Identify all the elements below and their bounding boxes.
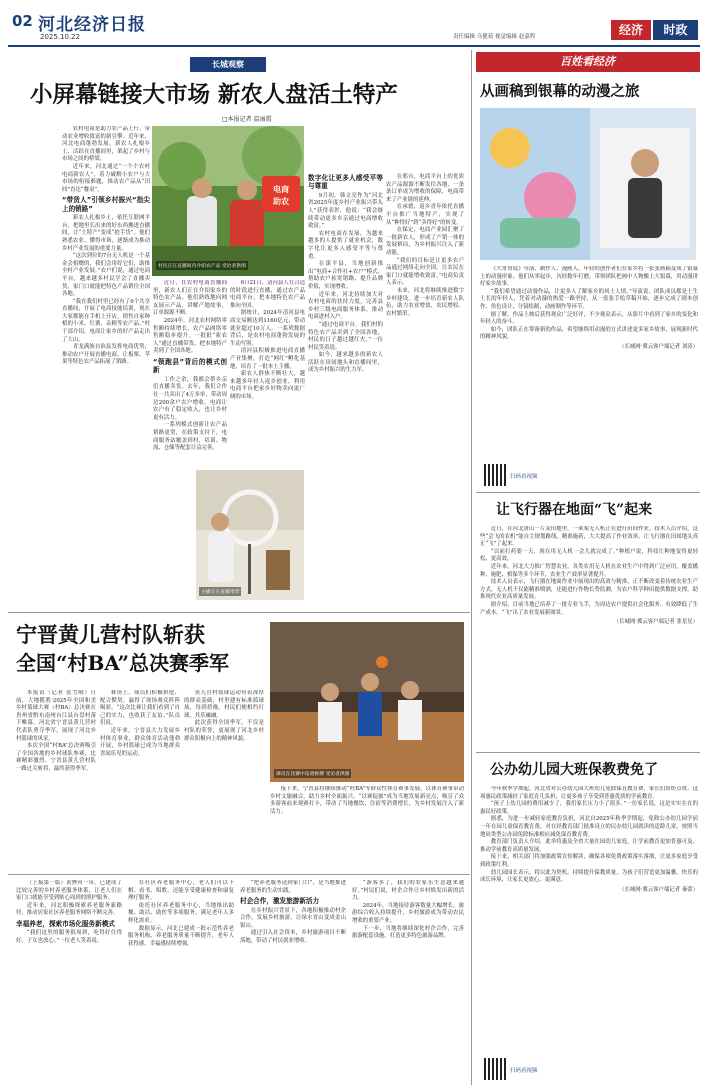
lower-text-col3: “把养老服务送到家门口”，是当地推进养老服务的生动实践。 村企合作，激发旅游新活力 在乡村振兴背景下，各地积极推动村企合作，发展乡村旅游，让绿水青山变成金山银山。 通过引入社会资本，乡村旅游项目不断落地，带动了村民就业增收。 — [240, 880, 346, 944]
article3-body: 今年秋季学期起，河北省对公办幼儿园大班幼儿免除保育教育费，家长们纷纷点赞。这项惠民政策减轻了家庭育儿负担，让更多孩子享受到普惠优质的学前教育。 “孩子上幼儿园的费用减少了，我们家长压力小了很多。”一位家长说，这是实实在在的惠民好政策。 据悉，为进一步减轻家庭教育负担，河北自2025年秋季学期起，免除公办幼儿园学前一年在园儿童保育教育费，对在经教育部门批准设立的民办幼儿园就读的适龄儿童，按照当地同类型公办园免除标准相应减免保育教育费。 教育部门负责人介绍，此举将惠及全省大量在园幼儿家庭，让学前教育更加普惠可及，推动学前教育高质量发展。 接下来，相关部门将加强政策宣传解读，确保各项免费政策落实落细，让更多家庭享受到政策红利。 幼儿园园长表示，将以此为契机，持续提升保教质量，为孩子们营造更加温馨、快乐的成长环境，让家长更放心、更满意。 （长城网·冀云客户端记者 秦蕾） — [480, 786, 698, 893]
photo-caption: 村民正在直播间内介绍农产品 受访者供图 — [156, 261, 248, 270]
article1-qr-code[interactable] — [484, 464, 506, 486]
lower-subhead-2: 村企合作，激发旅游新活力 — [240, 897, 320, 906]
issue-date: 2025.10.22 — [40, 33, 81, 41]
bottom-headline-1: 宁晋黄儿营村队斩获 — [16, 622, 205, 647]
right-divider-1 — [476, 492, 700, 493]
lower-text-col2: 在社区养老服务中心，老人们可以下棋、看书、唱歌，还能享受健康检查和康复理疗服务。 依托社区养老服务中心，当地推出助餐、助洁、助医等多项服务，满足老年人多样化需求。 数据显示，河北已建成一批示范性养老服务机构，养老服务质量不断提升，老年人获得感、幸福感持续增强。 — [128, 880, 234, 947]
right-divider-2 — [476, 752, 700, 753]
column-tag: 长城观察 — [190, 57, 266, 72]
animation-photo — [480, 108, 696, 260]
basketball-photo-illustration — [270, 622, 464, 782]
article-text-col1: 农村电商是助力农产品上行、带动农业增收致富的新引擎。近年来，河北电商蓬勃发展，新农人扎根乡土、活跃在直播间里，架起了乡村与市场之间的桥梁。 近年来，河北通过“一个个农村电商新农人”，着力破解小农户与大市场的衔接难题，推动农产品从“田间”直达“餐桌”。 “带货人”引领乡村振兴“指尖上的销路” 新农人扎根乡土，依托互联网平台，把地里长出来的好东西搬进直播间，让“土特产”变成“抢手货”。他们熟悉农业、懂得市场，逐渐成为推动乡村产业发展的重要力量。 “这次到位的7台无人机是一个基金会捐赠的，我们会用好它们，助推全村产业发展。”农户们说，通过电商平台，越来越多村民学会了直播卖货，家门口就能把特色产品销往全国各地。 “我在我们村里已经有了6个共享直播间，开展了电商技能培训，现在大家都能在手机上开店，销售自家种植的小米、红薯、杂粮等农产品。”村干部介绍，电商让家乡的好产品走出了大山。 青龙满族自治县发挥电商优势，推动农户开展直播电商，让板栗、苹果等特色农产品拓展了销路。 — [62, 126, 150, 366]
streamer-photo — [196, 470, 304, 600]
article1-credit: （长城网·冀云客户端记者 刘涛） — [619, 343, 698, 350]
article-text-col3: 6月21日，清河县人在合适的时段进行直播，通过农产品电商平台，把本地特色农产品推向全国。 据统计，2024年清河县电商交易额达到1160亿元，带动就业超过10万人。一系列数据背后，是农村电商蓬勃发展的生动写照。 清河县积极推进电商直播产业集聚，打造“网红”孵化基地，培育了一批本土主播。 新农人群体不断壮大，越来越多年轻人返乡创业，利用电商平台把家乡好物卖向更广阔的市场。 — [230, 280, 305, 400]
article2-title: 让飞行器在地面“飞”起来 — [496, 502, 653, 518]
section-tag-politics: 时政 — [653, 20, 698, 40]
section-divider — [8, 612, 470, 613]
article-text-col2: 近日，在农村电商直播间里，新农人们正在介绍家乡的特色农产品。他们熟练地向网友展示产品，讲解产地故事，订单源源不断。 2024年，河北农村网络零售额持续增长，农产品网络零售额稳步提升。一批批“新农人”通过直播带货，把本地特产卖到了全国各地。 “领跑县”背后的模式创新 工作之余，我都会帮乡亲们直播卖货。去年，我们合作社一共卖出了4万多单，带动周边200余户农户增收。电商让农户有了稳定收入，也让乡村更有活力。 一系列模式创新让农产品销路更宽，在政策支持下，电商服务站覆盖到村，培训、物流、仓储等配套日益完善。 — [153, 280, 227, 452]
svg-text:电商: 电商 — [273, 185, 289, 194]
bottom-text-col3: 黄儿营村篮球运动有着深厚的群众基础，村里建有标准篮球场，每到傍晚，村民们便相约打球，其乐融融。 此次获得全国季军，不仅是村队的荣誉，更展现了河北乡村群众积极向上的精神风貌。 — [184, 690, 264, 742]
lower-text-col4: “游客多了，我们的农家乐生意越来越好。”村民们说，村企合作让乡村焕发出新的活力。 2024年，当地接待游客数量大幅增长，旅游综合收入持续提升，乡村旅游成为带动农民增收的重要产业。 下一步，当地将继续深化村企合作，完善旅游配套设施，打造更多特色旅游品牌。 — [352, 880, 464, 940]
svg-text:助农: 助农 — [273, 197, 289, 206]
bottom-text-col2: 赛场上，球员们积极拼抢、配合默契，赢得了现场观众阵阵喝彩。“这次比赛让我们看到了自己的实力，也收获了友谊。”队员们说。 近年来，宁晋县大力发展乡村体育事业，群众体育活动蓬勃开展，乡村篮球已成为当地群众喜闻乐见的运动。 — [100, 690, 180, 757]
animation-photo-illustration — [480, 108, 696, 260]
livestream-photo-illustration — [152, 126, 304, 276]
bottom-headline-2: 全国“村BA”总决赛季军 — [16, 651, 230, 675]
paper-name-logo: 河北经济日报 — [38, 15, 146, 35]
photo2-caption: 主播正在直播带货 — [199, 587, 241, 596]
page-header — [8, 6, 700, 46]
header-rule — [8, 45, 700, 47]
lower-subhead-1: 幸福养老，探索市场化服务新模式 — [16, 919, 115, 928]
bottom-text-col4: 接下来，宁晋县将继续推动“村BA”等群众性体育赛事发展，以体育赛事带动乡村文旅融合，助力乡村全面振兴。“以赛促旅”成为当地发展新亮点，吸引了众多游客前来观赛打卡，带动了当地餐饮、住宿等消费增长，为乡村发展注入了新活力。 — [270, 786, 464, 815]
main-headline: 小屏幕链接大市场 新农人盘活土特产 — [30, 82, 398, 108]
section-tag-economy: 经济 — [611, 20, 651, 40]
article1-video-link[interactable]: 扫码看视频 — [510, 474, 538, 480]
article-text-col5: 在邢台，电商平台上的优质农产品源源不断发往各地，一条条订单成为增收的保障，电商带来了产业链的延伸。 在承德，返乡青年依托直播平台推广当地特产，实现了从“种得好”到“卖得好”的转变。 在保定，电商产业园汇聚了一批新农人，形成了产销一体的发展格局，为乡村振兴注入了新动能。 “我们的目标是让更多农产品通过网络走向全国，让农民在家门口就能增收致富。”电商负责人表示。 未来，河北将继续推进数字乡村建设，进一步培育新农人队伍，助力农业增效、农民增收、农村繁荣。 — [386, 174, 464, 317]
article2-credit: （长城网·冀云客户端记者 张星星） — [613, 619, 698, 626]
basketball-photo — [270, 622, 464, 782]
livestream-photo — [152, 126, 304, 276]
bottom-text-col1: 本报讯（记者 张雪晴）日前，大地揽胜·2025年全国和美乡村篮球大赛（村BA）总决赛在贵州省黔东南州台江县台盘村落下帷幕。河北省宁晋县黄儿营村代表队勇夺季军，展现了河北乡村篮球的风采。 本次全国“村BA”总决赛吸引了全国各地的乡村球队参赛，比赛精彩激烈。宁晋县黄儿营村队一路过关斩将，最终获得季军。 — [16, 690, 96, 772]
article2-body: 近日，在河北唐山一片麦田地里，一架架无人机正在进行田间作业。技术人员介绍，这些“会飞的农机”能自主规划路线，精准施药，大大提高了作业效率，让飞行器在田间地头真正“飞”了起来。 “以前打药要一天，现在用无人机一会儿就完成了。”种植户说，科技让种地变得更轻松、更高效。 近年来，河北大力推广智慧农业，各类农用无人机在农业生产中得到广泛应用，覆盖播种、施肥、植保等多个环节，农业生产效率显著提升。 技术人员表示，飞行器在地面作业中展现出的高效与精准，正不断改变着传统农业生产方式。无人机不仅能精准喷洒，还能进行作物长势监测，为农户科学种田提供数据支撑，助推现代农业高质量发展。 据介绍，目前当地已培养了一批专业飞手，为周边农户提供社会化服务，有效降低了生产成本，“飞”出了农业发展新图景。 （长城网·冀云客户端记者 张星星） — [480, 526, 698, 626]
subhead-2: “领跑县”背后的模式创新 — [153, 357, 227, 375]
article-text-col4: 数字化让更多人感受平等与尊重 9月初，韩文亮作为“河北省2025年度乡村产业振兴带头人”获得表彰，他说：“我会继续带动更多乡亲通过电商增收致富。” 农村电商在发展，为越来越多的人提供了就业机会，数字化让更多人感受平等与尊重。 在滦平县，当地创新推出“电商+合作社+农户”模式，帮助农户拓宽销路、提升品牌价值，实现增收。 近年来，河北持续加大对农村电商的扶持力度，完善县乡村三级电商服务体系，推动电商进村入户。 “通过电商平台，我们村的特色农产品卖到了全国各地，村民的日子越过越红火。”一位村民笑着说。 如今，越来越多的新农人活跃在田间地头和直播间里，成为乡村振兴的生力军。 — [308, 174, 383, 374]
article3-video-link[interactable]: 扫码看视频 — [510, 1068, 538, 1074]
page-number: 02 — [12, 12, 33, 30]
editor-credits: 责任编辑 乌健茹 视觉编辑 赵嘉程 — [453, 34, 536, 40]
article1-body: 《大哥哥说》导演、制作人、漫画人，年轻的创作者们在家乡将一张张画稿变成了银幕上的动漫形象。他们从零起步，历经数年打磨，带领团队把画中人物搬上大银幕，用动漫讲好家乡故事。 “我们希望通过动漫作品，让更多人了解家乡的风土人情。”导演说，团队成员都是土生土长的年轻人，凭着对动漫的热爱一路坚持，从一张张手绘草稿开始，逐步完成了剧本创作、角色设计、分镜绘制、动画制作等环节。 据了解，作品上映后获得观众广泛好评，不少观众表示，从影片中看到了家乡的变化和年轻人的奋斗。 如今，团队正在筹备新的作品，希望继续用动漫的方式讲述更多家乡故事，展现新时代的精神风貌。 （长城网·冀云客户端记者 刘涛） — [480, 266, 698, 350]
streamer-photo-illustration — [196, 470, 304, 600]
subhead-1: “带货人”引领乡村振兴“指尖上的销路” — [62, 196, 150, 213]
vertical-divider — [471, 50, 472, 1085]
bottom-divider — [8, 874, 470, 875]
right-banner-label: 百姓看经济 — [560, 55, 615, 68]
article3-title: 公办幼儿园大班保教费免了 — [490, 762, 658, 778]
basketball-photo-caption: 球员在比赛中奋勇拼搏 受访者供图 — [274, 769, 351, 778]
subhead-3: 数字化让更多人感受平等与尊重 — [308, 174, 383, 191]
article3-qr-code[interactable] — [484, 1058, 506, 1080]
article1-title: 从画稿到银幕的动漫之旅 — [480, 83, 640, 100]
lower-text-col1: （上接第一版）黄骅河一带，已建成了比较完善的乡村养老服务体系，让老人们在家门口就能享受到贴心周到的照护服务。 近年来，河北积极探索养老服务新路径，推动居家社区养老服务网络不断完善。 幸福养老，探索市场化服务新模式 “我们这里的服务很周到，吃得好住得好，子女也放心。”一位老人笑着说。 — [16, 880, 122, 944]
byline: □本报记者 温丽霞 — [222, 116, 272, 123]
article3-credit: （长城网·冀云客户端记者 秦蕾） — [619, 886, 698, 893]
